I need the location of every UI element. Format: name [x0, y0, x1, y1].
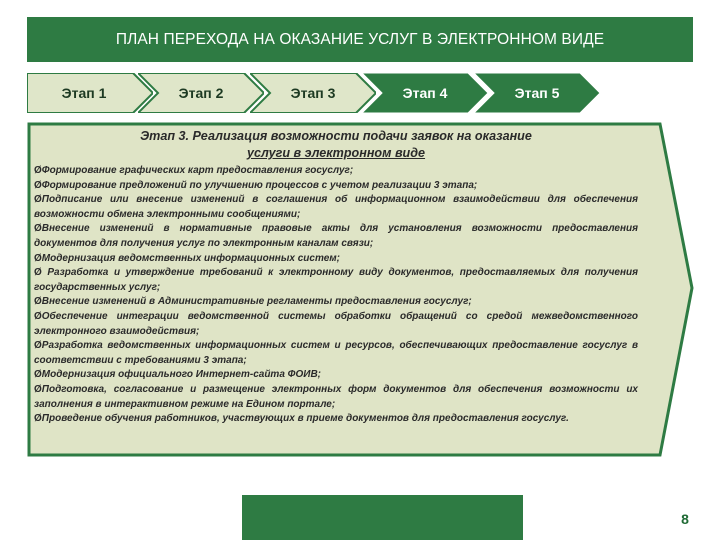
stage-4-label: Этап 4	[402, 85, 448, 101]
task-item	[34, 193, 638, 222]
task-text: Внесение изменений в Административные регламенты предоставления госуслуг;	[41, 296, 472, 308]
task-item	[34, 222, 638, 251]
task-item	[34, 295, 638, 310]
bullet-arrow-icon: Ø	[34, 296, 42, 308]
bullet-arrow-icon: Ø	[34, 310, 42, 322]
task-text: Разработка ведомственных информационных систем и ресурсов, обеспечивающих предоставление госуслуг в соответствии с требованиями 3 этапа;	[34, 340, 638, 366]
bullet-arrow-icon: Ø	[34, 383, 42, 395]
task-text: Проведение обучения работников, участвующих в приеме документов для предоставления госуслуг.	[41, 413, 569, 425]
stage-2-label: Этап 2	[178, 85, 224, 101]
task-text: Подготовка, согласование и размещение электронных форм документов для обеспечения возможности их заполнения в интерактивном режиме на Едином портале;	[34, 383, 638, 410]
bullet-arrow-icon: Ø	[34, 369, 42, 381]
task-text: Формирование графических карт предоставления госуслуг;	[41, 165, 354, 176]
task-item	[34, 164, 638, 179]
task-text: Модернизация официального Интернет-сайта ФОИВ;	[41, 369, 321, 381]
task-item	[34, 310, 638, 339]
task-text: Подписание или внесение изменений в соглашения об информационном взаимодействии для обеспечения возможности обмена электронными сообщениями;	[34, 194, 638, 220]
footer-green-block	[242, 495, 523, 540]
task-text: Модернизация ведомственных информационных систем;	[41, 252, 341, 264]
stage-3-label: Этап 3	[290, 85, 336, 101]
stage-heading-line1: Этап 3. Реализация возможности подачи заявок на оказание	[140, 129, 532, 143]
bullet-arrow-icon: Ø	[34, 413, 42, 425]
task-text: Внесение изменений в нормативные правовые акты для установления возможности предоставления документов для получения услуг по электронным каналам связи;	[34, 223, 638, 249]
task-item	[34, 179, 638, 194]
task-item	[34, 266, 638, 295]
bullet-arrow-icon: Ø	[34, 223, 42, 235]
task-item	[34, 368, 638, 383]
bullet-arrow-icon: Ø	[34, 267, 42, 279]
stage-description-content	[34, 128, 638, 427]
task-item	[34, 412, 638, 427]
bullet-arrow-icon: Ø	[34, 252, 42, 264]
bullet-arrow-icon: Ø	[34, 165, 42, 176]
stage-5-label: Этап 5	[514, 85, 560, 101]
bullet-arrow-icon: Ø	[34, 179, 42, 191]
stage-heading	[34, 128, 638, 162]
task-text: Обеспечение интеграции ведомственной системы обработки обращений со средой межведомственного электронного взаимодействия;	[34, 310, 638, 337]
slide-title: ПЛАН ПЕРЕХОДА НА ОКАЗАНИЕ УСЛУГ В ЭЛЕКТРОННОМ ВИДЕ	[115, 30, 605, 48]
task-item	[34, 383, 638, 412]
page-number: 8	[681, 511, 689, 527]
bullet-arrow-icon: Ø	[34, 340, 42, 352]
task-text: Формирование предложений по улучшению процессов с учетом реализации 3 этапа;	[41, 179, 478, 191]
bullet-arrow-icon: Ø	[34, 194, 42, 206]
stage-1-label: Этап 1	[61, 85, 107, 101]
task-item	[34, 339, 638, 368]
task-text: Разработка и утверждение требований к электронному виду документов, предоставляемых для получения государственных услуг;	[34, 267, 638, 293]
stage-heading-line2: услуги в электронном виде	[246, 146, 426, 160]
task-item	[34, 252, 638, 267]
